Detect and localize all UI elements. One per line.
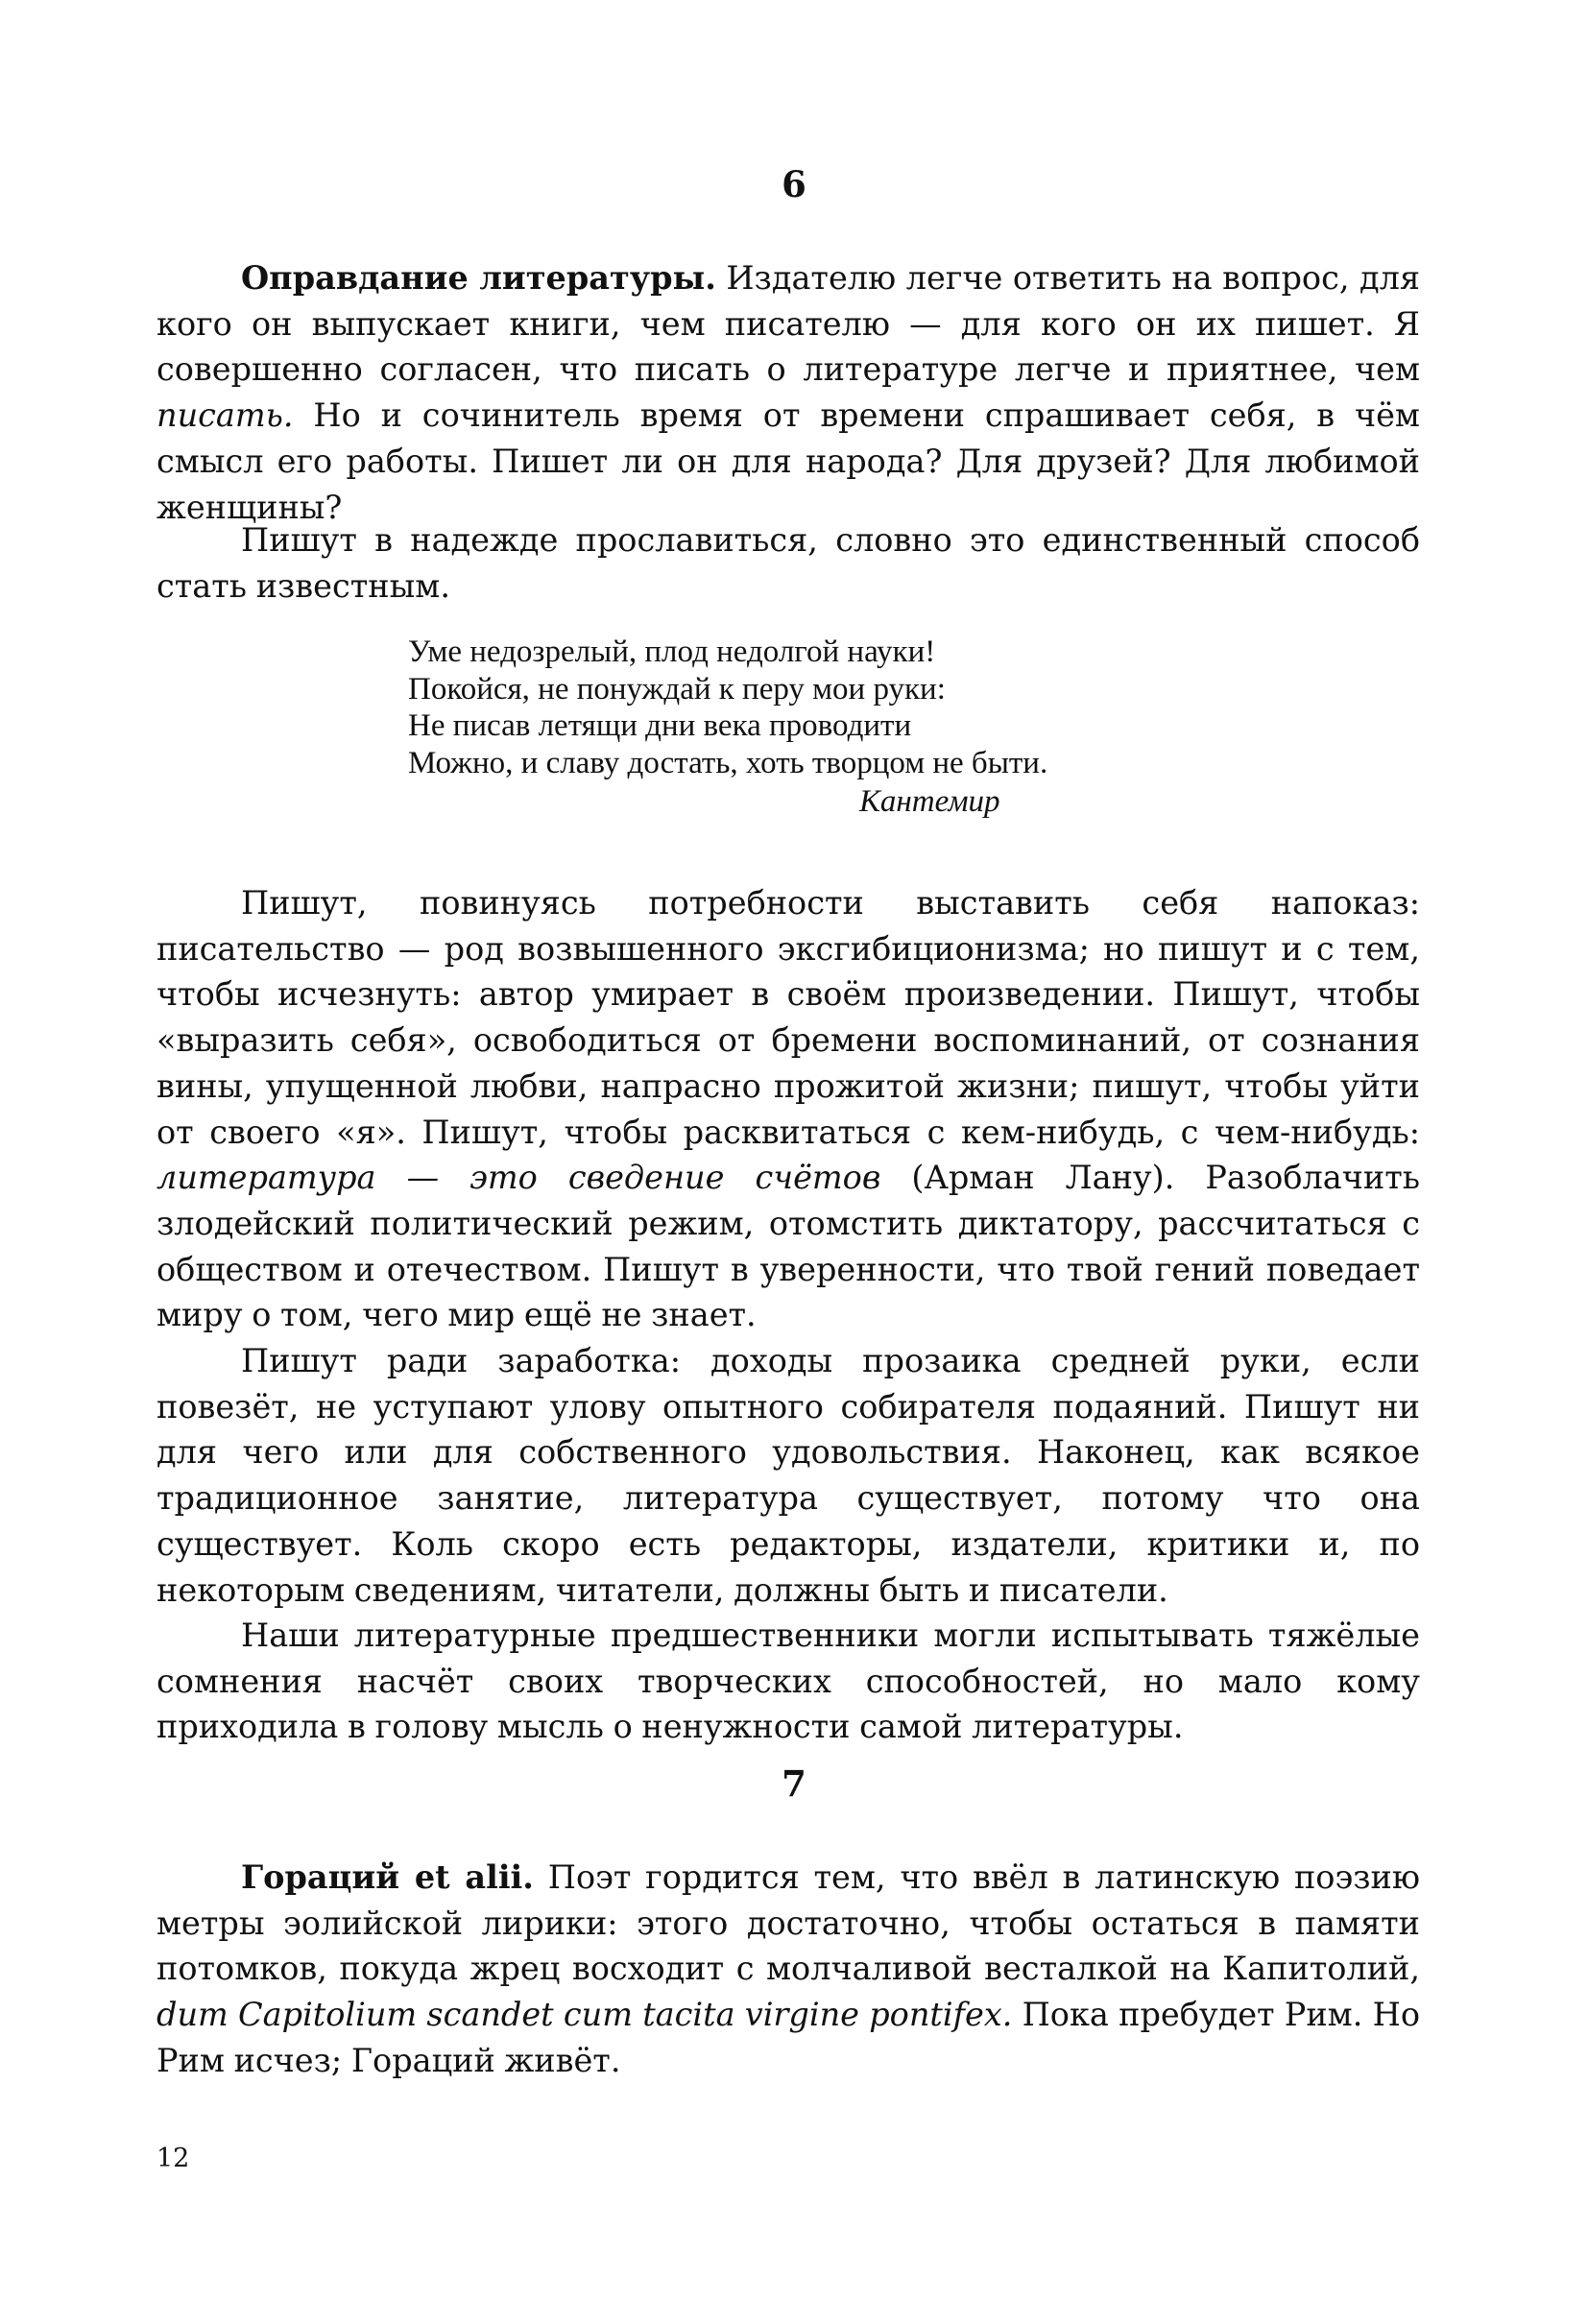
paragraph: Пишут ради заработка: доходы прозаика средней руки, если повезёт, не уступают улову опытного собирателя подаяний. Пишут ни для чего или для собственного удовольствия. Наконец, как всякое традиционное занятие, литература существует, потому что она существует. Коль скоро есть редакторы, издатели, критики и, по некоторым сведениям, читатели, должны быть и писатели.: [156, 1342, 1420, 1609]
emphasis-text: dum Capitolium scandet cum tacita virgine pontifex.: [156, 1996, 1013, 2034]
paragraph: [156, 1855, 1420, 2084]
verse-line: Уме недозрелый, плод недолгой науки!: [408, 635, 936, 669]
paragraph-heading: Оправдание литературы.: [241, 259, 716, 297]
paragraph-text: Пока пребудет Рим. Но Рим исчез; Гораций живёт.: [156, 1996, 1420, 2079]
section-number: 7: [782, 1762, 806, 1805]
verse-line: Можно, и славу достать, хоть творцом не быти.: [408, 746, 1048, 781]
verse-line: Покойся, не понуждай к перу мои руки:: [408, 671, 946, 707]
paragraph: [156, 880, 1420, 1338]
verse-author: Кантемир: [859, 783, 1000, 819]
paragraph: [156, 255, 1420, 530]
paragraph-text: Поэт гордится тем, что ввёл в латинскую поэзию метры эолийской лирики: этого достаточно, чтобы остаться в памяти потомков, покуда жрец восходит с молчаливой весталкой на Капитолий,: [156, 1858, 1420, 1988]
emphasis-text: писать.: [156, 396, 294, 435]
paragraph: Наши литературные предшественники могли испытывать тяжёлые сомнения насчёт своих творческих способностей, но мало кому приходила в голову мысль о ненужности самой литературы.: [156, 1617, 1420, 1746]
paragraph-text: Пишут, повинуясь потребности выставить себя напоказ: писательство — род возвышенного эксгибиционизма; но пишут и с тем, чтобы исчезнуть: автор умирает в своём произведении. Пишут, чтобы «выразить себя», освободиться от бремени воспоминаний, от сознания вины, упущенной любви, напрасно прожитой жизни; пишут, чтобы уйти от своего «я». Пишут, чтобы расквитаться с кем-нибудь, с чем-нибудь:: [156, 884, 1420, 1151]
paragraph-text: Но и сочинитель время от времени спрашивает себя, в чём смысл его работы. Пишет ли он для народа? Для друзей? Для любимой женщины?: [156, 396, 1420, 526]
paragraph-text: (Арман Лану). Разоблачить злодейский политический режим, отомстить диктатору, рассчитаться с обществом и отечеством. Пишут в уверенности, что твой гений поведает миру о том, чего мир ещё не знает.: [156, 1159, 1420, 1334]
paragraph-heading: Гораций et alii.: [241, 1858, 534, 1896]
paragraph-text: Издателю легче ответить на вопрос, для кого он выпускает книги, чем писателю — для кого он их пишет. Я совершенно согласен, что писать о литературе легче и приятнее, чем: [156, 259, 1420, 389]
paragraph: Пишут в надежде прославиться, словно это единственный способ стать известным.: [156, 521, 1420, 605]
verse-line: Не писав летящи дни века проводити: [408, 708, 912, 744]
section-number: 6: [782, 163, 806, 205]
page-number: 12: [156, 2144, 190, 2173]
verse-epigraph: [408, 634, 1176, 821]
emphasis-text: литература — это сведение счётов: [156, 1159, 881, 1197]
